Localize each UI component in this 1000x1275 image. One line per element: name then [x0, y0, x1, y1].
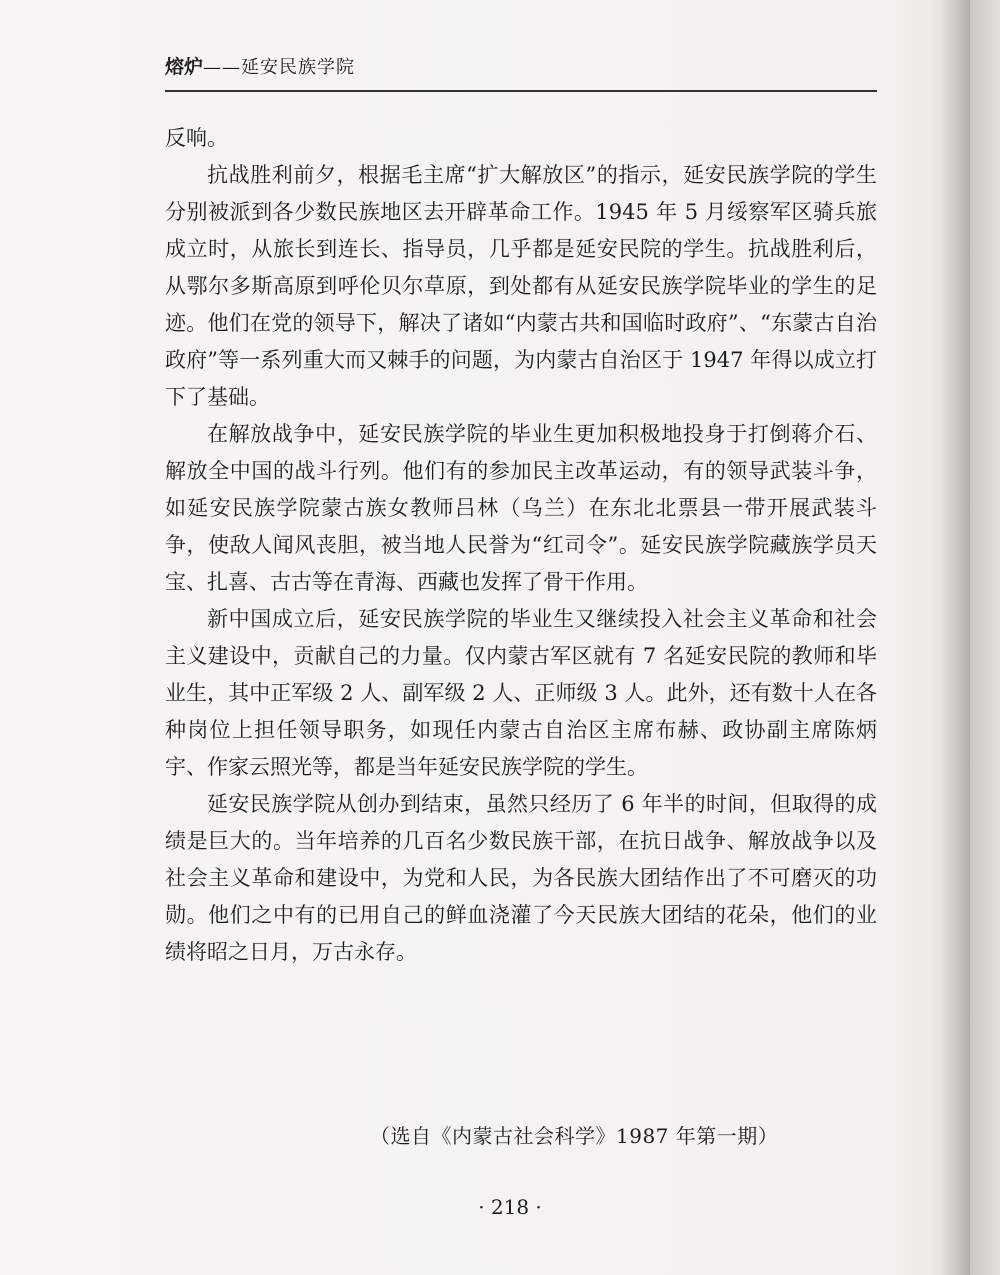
paragraph: 延安民族学院从创办到结束，虽然只经历了 6 年半的时间，但取得的成绩是巨大的。当年培养的几百名少数民族干部，在抗日战争、解放战争以及社会主义革命和建设中，为党和人民，为各民族大团结作出了不可磨灭的功勋。他们之中有的已用自己的鲜血浇灌了今天民族大团结的花朵，他们的业绩将昭之日月，万古永存。: [165, 792, 877, 964]
paragraph-continuation: 反响。: [165, 126, 228, 150]
source-citation: （选自《内蒙古社会科学》1987 年第一期）: [370, 1124, 779, 1148]
page-edge-shadow: [940, 0, 970, 1275]
page-number: · 218 ·: [478, 1195, 542, 1219]
page-body: [165, 120, 877, 971]
paragraph: 抗战胜利前夕，根据毛主席“扩大解放区”的指示，延安民族学院的学生分别被派到各少数民族地区去开辟革命工作。1945 年 5 月绥察军区骑兵旅成立时，从旅长到连长、指导员，几乎都是延安民院的学生。抗战胜利后，从鄂尔多斯高原到呼伦贝尔草原，到处都有从延安民族学院毕业的学生的足迹。他们在党的领导下，解决了诸如“内蒙古共和国临时政府”、“东蒙古自治政府”等一系列重大而又棘手的问题，为内蒙古自治区于 1947 年得以成立打下了基础。: [165, 163, 877, 409]
header-chapter-title: ——延安民族学院: [203, 57, 356, 78]
paragraph: 新中国成立后，延安民族学院的毕业生又继续投入社会主义革命和社会主义建设中，贡献自己的力量。仅内蒙古军区就有 7 名延安民院的教师和毕业生，其中正军级 2 人、副军级 2 人、正师级 3 人。此外，还有数十人在各种岗位上担任领导职务，如现任内蒙古自治区主席布赫、政协副主席陈炳宇、作家云照光等，都是当年延安民族学院的学生。: [165, 607, 877, 779]
header-book-title: 熔炉: [165, 56, 204, 78]
paragraph: 在解放战争中，延安民族学院的毕业生更加积极地投身于打倒蒋介石、解放全中国的战斗行列。他们有的参加民主改革运动，有的领导武装斗争，如延安民族学院蒙古族女教师吕林（乌兰）在东北北票县一带开展武装斗争，使敌人闻风丧胆，被当地人民誉为“红司令”。延安民族学院藏族学员天宝、扎喜、古古等在青海、西藏也发挥了骨干作用。: [165, 422, 877, 594]
running-header: [165, 52, 877, 92]
